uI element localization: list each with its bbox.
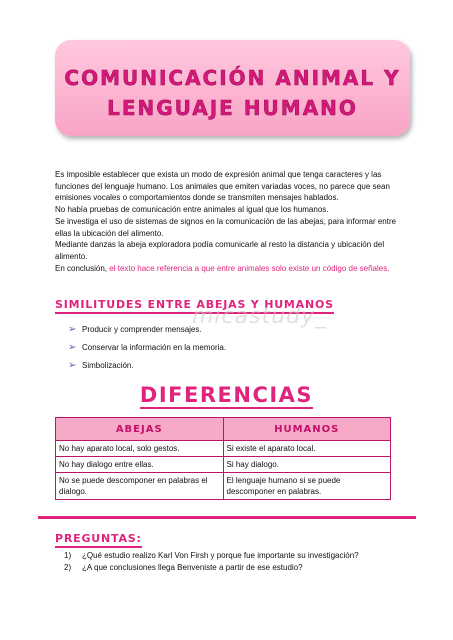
list-item: [68, 356, 226, 374]
arrow-bullet-icon: ➢: [68, 323, 77, 335]
section-divider: [38, 516, 416, 519]
question-number: 2): [64, 563, 72, 572]
list-item-text: Simbolización.: [82, 360, 134, 370]
cell-abejas: No hay aparato local, solo gestos.: [56, 441, 224, 457]
intro-paragraph: Se investiga el uso de sistemas de signos en la comunicación de las abejas, para informar entre ellas la ubicación del alimento.: [55, 216, 397, 238]
diferencias-heading-wrap: [0, 383, 453, 407]
conclusion-highlight: el texto hace referencia a que entre animales solo existe un código de señales.: [109, 263, 390, 273]
intro-conclusion: [55, 263, 405, 275]
title-line-1: COMUNICACIÓN ANIMAL Y: [64, 66, 401, 90]
table-row: [56, 473, 391, 500]
diferencias-heading: DIFERENCIAS: [139, 383, 314, 407]
title-banner: [55, 40, 410, 136]
list-item-text: Producir y comprender mensajes.: [82, 324, 202, 334]
conclusion-lead: En conclusión,: [55, 263, 110, 273]
diferencias-table: [55, 417, 391, 500]
title-line-2: LENGUAJE HUMANO: [107, 96, 358, 120]
cell-humanos: Si existe el aparato local.: [223, 441, 391, 457]
question-text: ¿Qué estudio realizo Karl Von Firsh y porque fue importante su investigación?: [82, 551, 359, 560]
cell-abejas: No hay dialogo entre ellas.: [56, 457, 224, 473]
arrow-bullet-icon: ➢: [68, 359, 77, 371]
intro-paragraph: No había pruebas de comunicación entre animales al igual que los humanos.: [55, 205, 329, 215]
list-item-text: Conservar la información en la memoria.: [82, 342, 227, 352]
cell-humanos: Si hay dialogo.: [223, 457, 391, 473]
cell-humanos: El lenguaje humano si se puede descomponer en palabras.: [223, 473, 391, 500]
preguntas-heading: PREGUNTAS:: [55, 532, 142, 548]
col-header-abejas: ABEJAS: [56, 418, 224, 441]
intro-paragraph: Es imposible establecer que exista un modo de expresión animal que tenga caracteres y las funciones del lenguaje humano. Los animales que emiten variadas voces, no parece que sean emisiones vocales o comportamientos donde se transmiten mensajes hablados.: [55, 170, 390, 203]
col-header-humanos: HUMANOS: [223, 418, 391, 441]
cell-abejas: No se puede descomponer en palabras el dialogo.: [56, 473, 224, 500]
table-row: [56, 441, 391, 457]
preguntas-list: [64, 550, 359, 574]
intro-paragraph: Mediante danzas la abeja exploradora podía comunicarle al resto la distancia y ubicación del alimento.: [55, 240, 385, 261]
arrow-bullet-icon: ➢: [68, 341, 77, 353]
question-item: [64, 550, 359, 562]
intro-text: [55, 169, 405, 274]
question-text: ¿A que conclusiones llega Benveniste a partir de ese estudio?: [82, 563, 303, 572]
list-item: [68, 320, 226, 338]
table-row: [56, 457, 391, 473]
similitudes-heading: SIMILITUDES ENTRE ABEJAS Y HUMANOS: [55, 298, 334, 314]
list-item: [68, 338, 226, 356]
similitudes-list: [68, 320, 226, 374]
question-item: [64, 562, 359, 574]
table-header-row: [56, 418, 391, 441]
watermark: micastudy_: [192, 304, 328, 329]
question-number: 1): [64, 551, 72, 560]
